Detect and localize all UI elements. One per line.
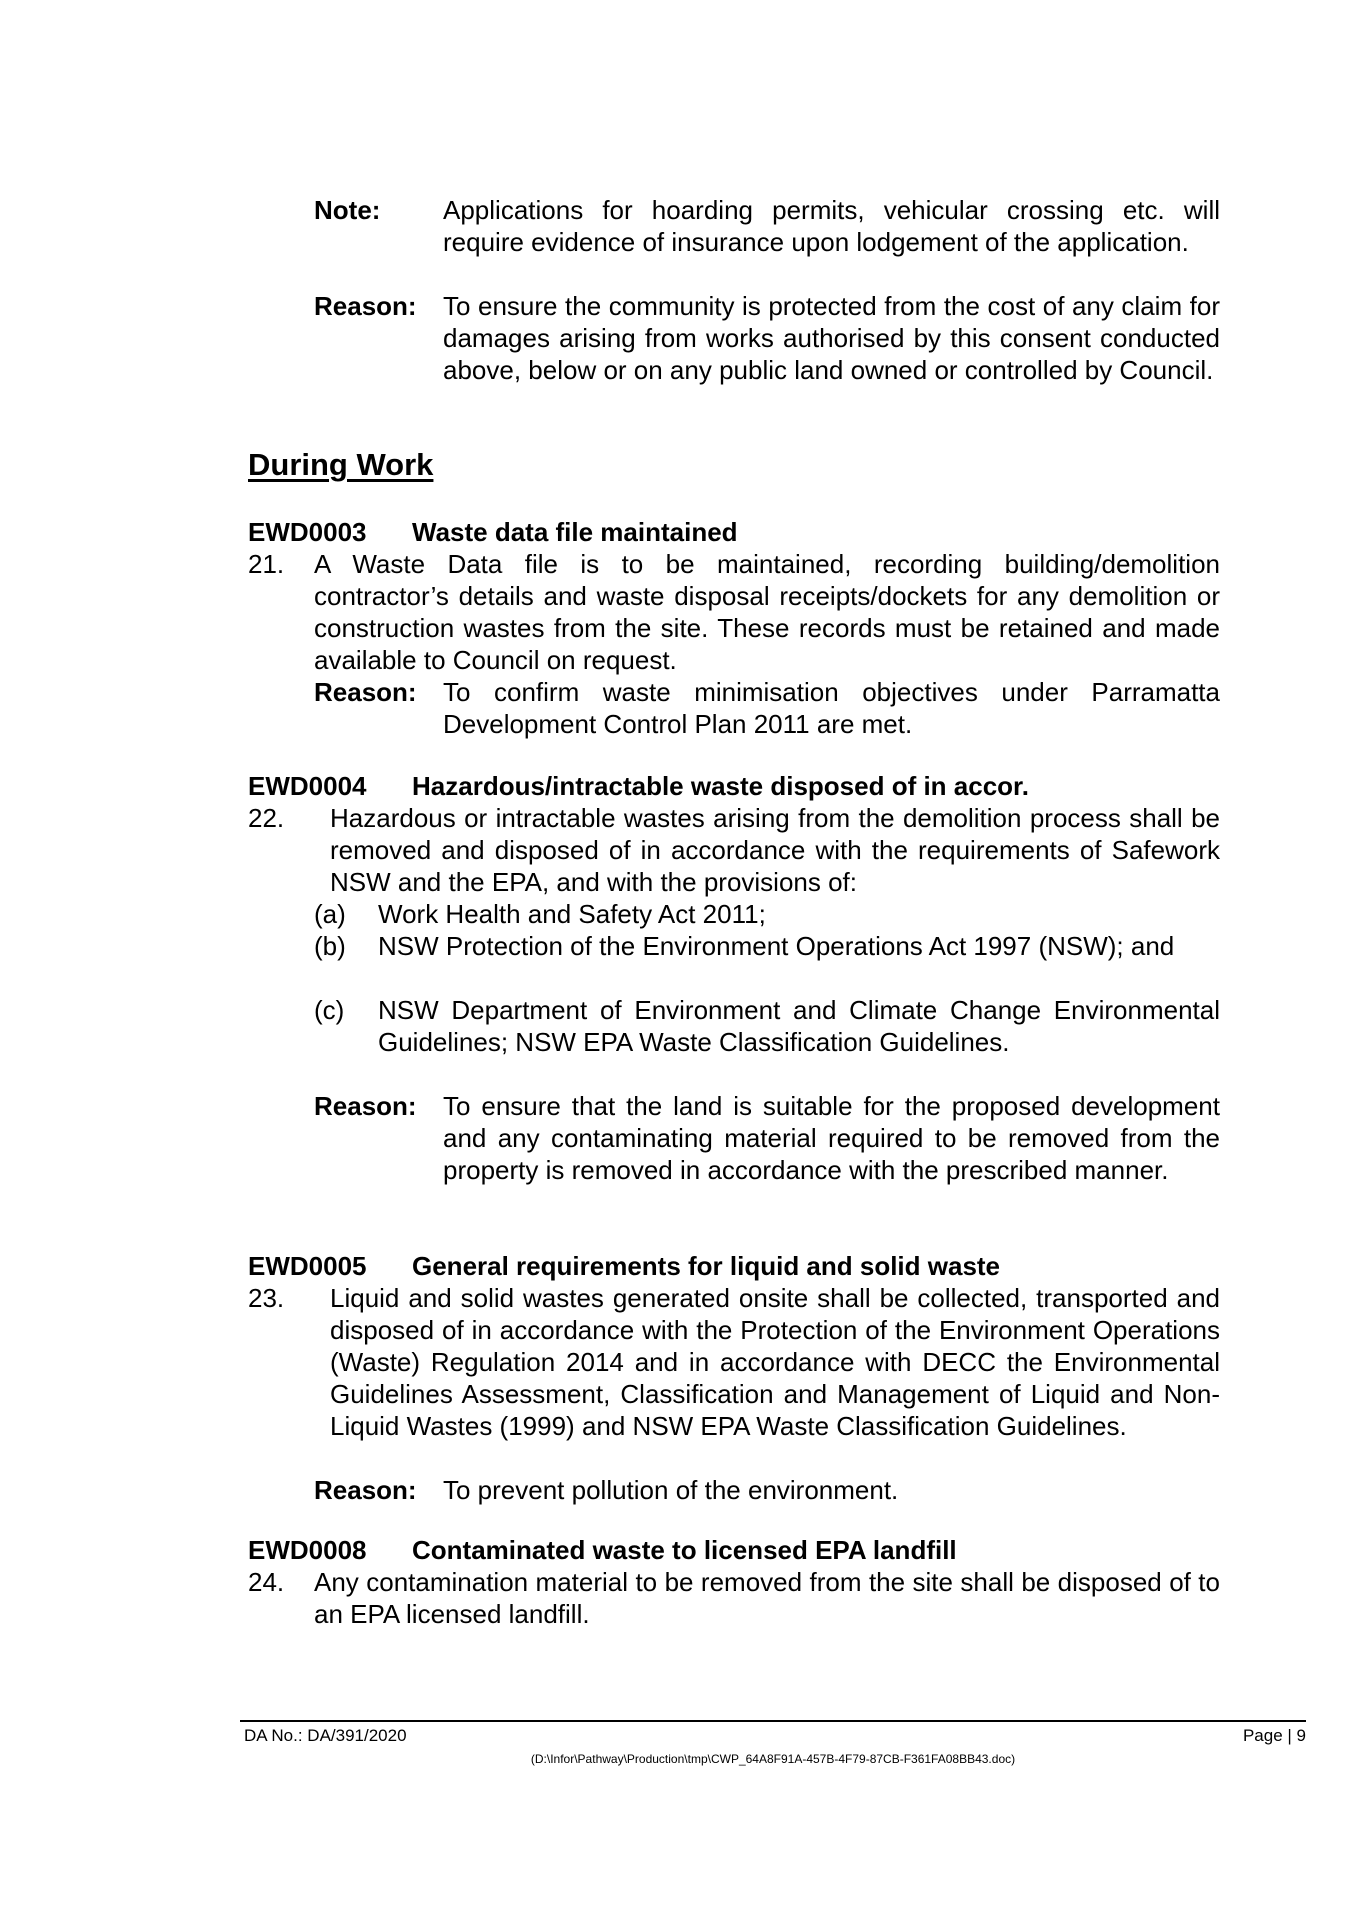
condition-header — [248, 1250, 1000, 1282]
reason-label: Reason: — [314, 291, 417, 321]
condition-text: Any contamination material to be removed from the site shall be disposed of to an EPA licensed landfill. — [314, 1567, 1220, 1629]
condition-title: Hazardous/intractable waste disposed of in accor. — [412, 771, 1029, 801]
list-item — [314, 994, 1220, 1058]
reason-text: To confirm waste minimisation objectives under Parramatta Development Control Plan 2011 are met. — [443, 677, 1220, 739]
condition-header — [248, 1534, 957, 1566]
condition-text: A Waste Data file is to be maintained, recording building/demolition contractor’s details and waste disposal receipts/dockets for any demolition or construction wastes from the site. These records must be retained and made available to Council on request. — [314, 549, 1220, 675]
condition-reason — [314, 1474, 1220, 1506]
list-item-label: (c) — [314, 995, 345, 1025]
condition-title: General requirements for liquid and solid waste — [412, 1251, 1001, 1281]
condition-body — [248, 548, 1220, 676]
footer-divider — [240, 1720, 1306, 1722]
footer-file-path: (D:\Infor\Pathway\Production\tmp\CWP_64A8F91A-457B-4F79-87CB-F361FA08BB43.doc) — [530, 1752, 1016, 1766]
list-item-text: NSW Department of Environment and Climate Change Environmental Guidelines; NSW EPA Waste Classification Guidelines. — [378, 995, 1220, 1057]
section-heading: During Work — [248, 447, 434, 482]
note-reason-block — [314, 290, 1220, 386]
note-block — [314, 194, 1220, 258]
condition-body — [248, 802, 1220, 898]
reason-label: Reason: — [314, 1091, 417, 1121]
condition-code: EWD0004 — [248, 771, 367, 801]
list-item — [314, 898, 1220, 930]
note-text: Applications for hoarding permits, vehicular crossing etc. will require evidence of insurance upon lodgement of the application. — [443, 195, 1220, 257]
condition-title: Waste data file maintained — [412, 517, 738, 547]
condition-code: EWD0005 — [248, 1251, 367, 1281]
footer-page-number: Page | 9 — [1242, 1726, 1306, 1745]
reason-text: To ensure the community is protected from the cost of any claim for damages arising from works authorised by this consent conducted above, below or on any public land owned or controlled by Council. — [443, 291, 1220, 385]
condition-number: 23. — [248, 1283, 285, 1313]
condition-number: 24. — [248, 1567, 285, 1597]
note-label: Note: — [314, 195, 381, 225]
condition-number: 21. — [248, 549, 285, 579]
condition-header — [248, 516, 738, 548]
list-item-text: Work Health and Safety Act 2011; — [378, 899, 766, 929]
reason-label: Reason: — [314, 677, 417, 707]
condition-code: EWD0008 — [248, 1535, 367, 1565]
condition-body — [248, 1566, 1220, 1630]
condition-body — [248, 1282, 1220, 1442]
condition-code: EWD0003 — [248, 517, 367, 547]
condition-reason — [314, 676, 1220, 740]
list-item — [314, 930, 1220, 962]
reason-text: To prevent pollution of the environment. — [443, 1475, 899, 1505]
reason-text: To ensure that the land is suitable for the proposed development and any contaminating material required to be removed from the property is removed in accordance with the prescribed manner. — [443, 1091, 1220, 1185]
footer-da-number: DA No.: DA/391/2020 — [244, 1726, 407, 1745]
condition-text: Liquid and solid wastes generated onsite shall be collected, transported and disposed of in accordance with the Protection of the Environment Operations (Waste) Regulation 2014 and in accordance with DECC the Environmental Guidelines Assessment, Classification and Management of Liquid and Non-Liquid Wastes (1999) and NSW EPA Waste Classification Guidelines. — [330, 1283, 1220, 1441]
list-item-label: (b) — [314, 931, 346, 961]
list-item-text: NSW Protection of the Environment Operations Act 1997 (NSW); and — [378, 931, 1175, 961]
condition-header — [248, 770, 1029, 802]
condition-title: Contaminated waste to licensed EPA landfill — [412, 1535, 957, 1565]
reason-label: Reason: — [314, 1475, 417, 1505]
condition-reason — [314, 1090, 1220, 1186]
condition-text: Hazardous or intractable wastes arising from the demolition process shall be removed and disposed of in accordance with the requirements of Safework NSW and the EPA, and with the provisions of: — [330, 803, 1220, 897]
condition-number: 22. — [248, 803, 285, 833]
list-item-label: (a) — [314, 899, 346, 929]
